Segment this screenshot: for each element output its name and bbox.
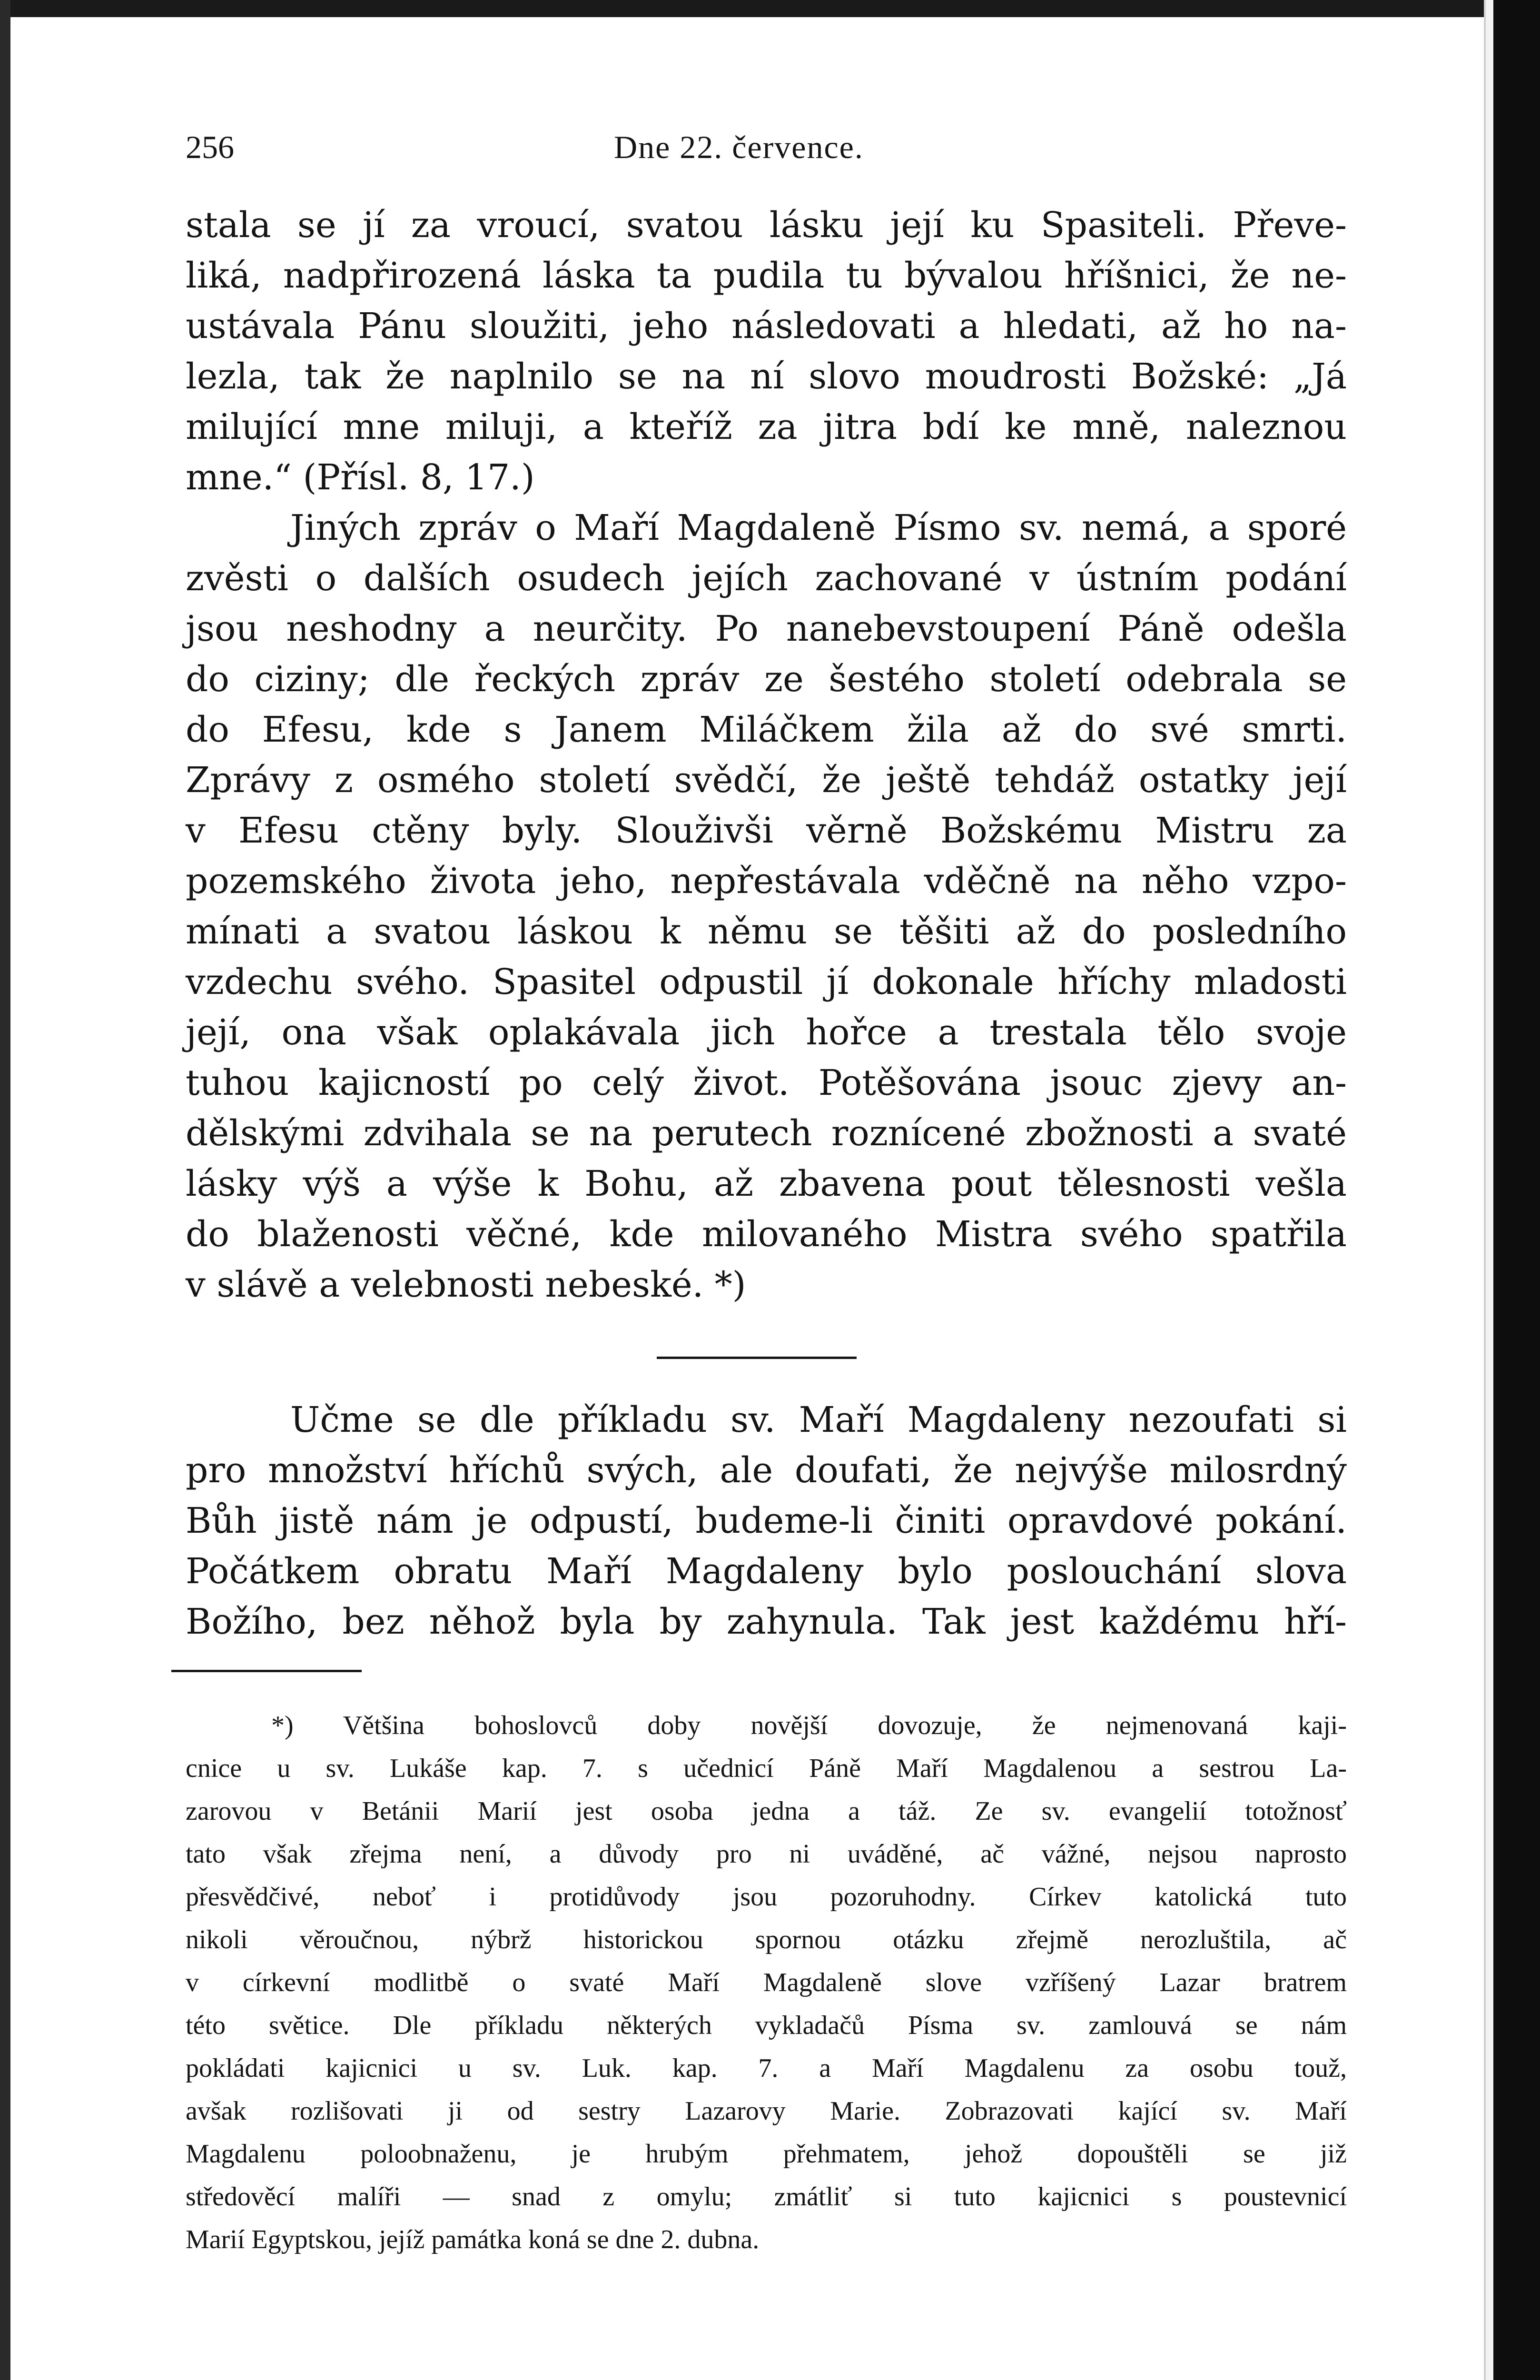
text-line: zvěsti o dalších osudech jejích zachované v ústním podání <box>186 558 1347 599</box>
footnote-line: Magdalenu poloobnaženu, je hrubým přehmatem, jehož dopouštěli se již <box>186 2139 1347 2169</box>
footnote-line: přesvědčivé, neboť i protidůvody jsou pozoruhodny. Církev katolická tuto <box>186 1882 1347 1912</box>
section-divider <box>657 1357 857 1359</box>
text-line: vzdechu svého. Spasitel odpustil jí dokonale hříchy mladosti <box>186 962 1347 1002</box>
text-line: mne.“ (Přísl. 8, 17.) <box>186 457 535 498</box>
footnote <box>186 1704 1347 2261</box>
text-line: do blaženosti věčné, kde milovaného Mistra svého spatřila <box>186 1214 1347 1255</box>
text-line: lezla, tak že naplnilo se na ní slovo moudrosti Božské: „Já <box>186 356 1347 397</box>
text-line: v slávě a velebnosti nebeské. *) <box>186 1264 746 1305</box>
footnote-line: v církevní modlitbě o svaté Maří Magdaleně slove vzříšený Lazar bratrem <box>186 1968 1347 1997</box>
scan-border-right <box>1493 0 1540 2380</box>
text-line: Božího, bez něhož byla by zahynula. Tak jest každému hří- <box>186 1601 1347 1642</box>
page-header <box>186 124 1347 176</box>
text-line: jsou neshodny a neurčity. Po nanebevstoupení Páně odešla <box>186 608 1347 649</box>
text-line: pozemského života jeho, nepřestávala vděčně na něho vzpo- <box>186 861 1347 902</box>
scan-border-left <box>0 0 10 2380</box>
text-line: Učme se dle příkladu sv. Maří Magdaleny nezoufati si <box>290 1399 1347 1440</box>
footnote-line: pokládati kajicnici u sv. Luk. kap. 7. a Maří Magdalenu za osobu touž, <box>186 2053 1347 2083</box>
footnote-rule <box>171 1670 362 1672</box>
text-line: mínati a svatou láskou k němu se těšiti až do posledního <box>186 911 1347 952</box>
closing-text <box>186 1395 1347 1647</box>
text-line: pro množství hříchů svých, ale doufati, že nejvýše milosrdný <box>186 1450 1347 1491</box>
footnote-line: této světice. Dle příkladu některých vykladačů Písma sv. zamlouvá se nám <box>186 2011 1347 2040</box>
footnote-line: Marií Egyptskou, jejíž památka koná se dne 2. dubna. <box>186 2225 760 2254</box>
footnote-line: avšak rozlišovati ji od sestry Lazarovy Marie. Zobrazovati kající sv. Maří <box>186 2096 1347 2126</box>
text-line: lásky výš a výše k Bohu, až zbavena pout tělesnosti vešla <box>186 1163 1347 1204</box>
footnote-line: cnice u sv. Lukáše kap. 7. s učednicí Páně Maří Magdalenou a sestrou La- <box>186 1754 1347 1783</box>
main-text <box>186 200 1347 1310</box>
footnote-line: zarovou v Betánii Marií jest osoba jedna a táž. Ze sv. evangelií totožnosť <box>186 1796 1347 1826</box>
text-line: Zprávy z osmého století svědčí, že ještě tehdáž ostatky její <box>186 760 1347 801</box>
footnote-line: středověcí malíři — snad z omylu; zmátliť si tuto kajicnici s poustevnicí <box>186 2182 1347 2211</box>
text-line: Počátkem obratu Maří Magdaleny bylo poslouchání slova <box>186 1551 1347 1592</box>
text-line: v Efesu ctěny byly. Slouživši věrně Božskému Mistru za <box>186 810 1347 851</box>
text-line: do Efesu, kde s Janem Miláčkem žila až do své smrti. <box>186 709 1347 750</box>
running-head: Dne 22. července. <box>614 129 864 165</box>
text-line: ustávala Pánu sloužiti, jeho následovati a hledati, až ho na- <box>186 306 1347 347</box>
text-line: milující mne miluji, a kteříž za jitra bdí ke mně, naleznou <box>186 407 1347 447</box>
footnote-line: *) Většina bohoslovců doby novější dovozuje, že nejmenovaná kaji- <box>271 1711 1347 1740</box>
page-number: 256 <box>186 129 234 165</box>
text-line: tuhou kajicností po celý život. Potěšována jsouc zjevy an- <box>186 1062 1347 1103</box>
text-line: Jiných zpráv o Maří Magdaleně Písmo sv. nemá, a sporé <box>290 507 1347 548</box>
text-line: stala se jí za vroucí, svatou lásku její ku Spasiteli. Převe- <box>186 205 1347 246</box>
text-line: Bůh jistě nám je odpustí, budeme-li činiti opravdové pokání. <box>186 1500 1347 1541</box>
footnote-line: tato však zřejma není, a důvody pro ni uváděné, ač vážné, nejsou naprosto <box>186 1839 1347 1869</box>
text-line: její, ona však oplakávala jich hořce a trestala tělo svoje <box>186 1012 1347 1053</box>
text-line: do ciziny; dle řeckých zpráv ze šestého století odebrala se <box>186 659 1347 700</box>
text-line: dělskými zdvihala se na perutech roznícené zbožnosti a svaté <box>186 1113 1347 1154</box>
scan-border-top <box>0 0 1540 17</box>
footnote-line: nikoli věroučnou, nýbrž historickou spornou otázku zřejmě nerozluštila, ač <box>186 1925 1347 1954</box>
text-line: liká, nadpřirozená láska ta pudila tu bývalou hříšnici, že ne- <box>186 255 1347 296</box>
